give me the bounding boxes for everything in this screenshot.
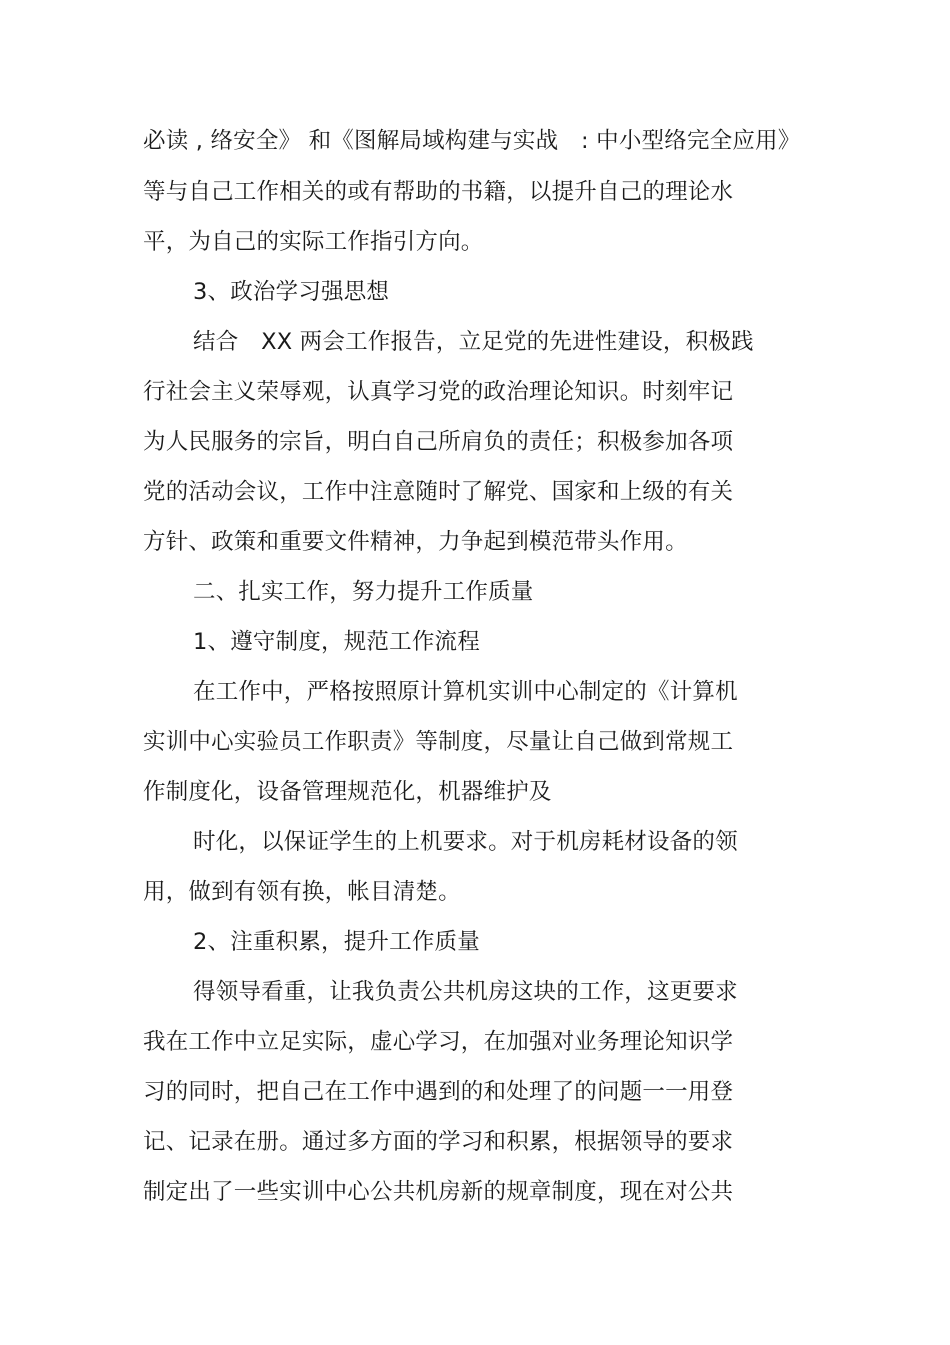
text-line: 制定出了一些实训中心公共机房新的规章制度，现在对公共	[143, 1179, 734, 1205]
text-line: 方针、政策和重要文件精神，力争起到模范带头作用。	[143, 529, 688, 555]
text-line: 记、记录在册。通过多方面的学习和积累，根据领导的要求	[143, 1129, 734, 1155]
text-line: 习的同时，把自己在工作中遇到的和处理了的问题一一用登	[143, 1079, 734, 1105]
text-line: 得领导看重，让我负责公共机房这块的工作，这更要求	[193, 979, 738, 1005]
section-heading: 2、注重积累，提升工作质量	[193, 929, 480, 955]
text-line: 等与自己工作相关的或有帮助的书籍，以提升自己的理论水	[143, 179, 734, 205]
text-line: 行社会主义荣辱观，认真学习党的政治理论知识。时刻牢记	[143, 379, 734, 405]
text-line: 实训中心实验员工作职责》等制度，尽量让自己做到常规工	[143, 729, 734, 755]
section-heading: 3、政治学习强思想	[193, 279, 390, 305]
text-line: 必读 , 络安全》 和《图解局域构建与实战 : 中小型络完全应用》	[143, 128, 801, 154]
text-line: 作制度化，设备管理规范化，机器维护及	[143, 779, 552, 805]
text-line: 用，做到有领有换，帐目清楚。	[143, 879, 461, 905]
text-line: 平，为自己的实际工作指引方向。	[143, 229, 484, 255]
section-heading: 1、遵守制度，规范工作流程	[193, 629, 480, 655]
text-line: 党的活动会议，工作中注意随时了解党、国家和上级的有关	[143, 479, 734, 505]
text-line: 时化，以保证学生的上机要求。对于机房耗材设备的领	[193, 829, 738, 855]
text-line: 为人民服务的宗旨，明白自己所肩负的责任；积极参加各项	[143, 429, 734, 455]
text-line: 结合 XX 两会工作报告，立足党的先进性建设，积极践	[193, 329, 754, 355]
text-line: 我在工作中立足实际，虚心学习，在加强对业务理论知识学	[143, 1029, 734, 1055]
text-line: 在工作中，严格按照原计算机实训中心制定的《计算机	[193, 679, 738, 705]
section-heading: 二、扎实工作，努力提升工作质量	[193, 579, 534, 605]
